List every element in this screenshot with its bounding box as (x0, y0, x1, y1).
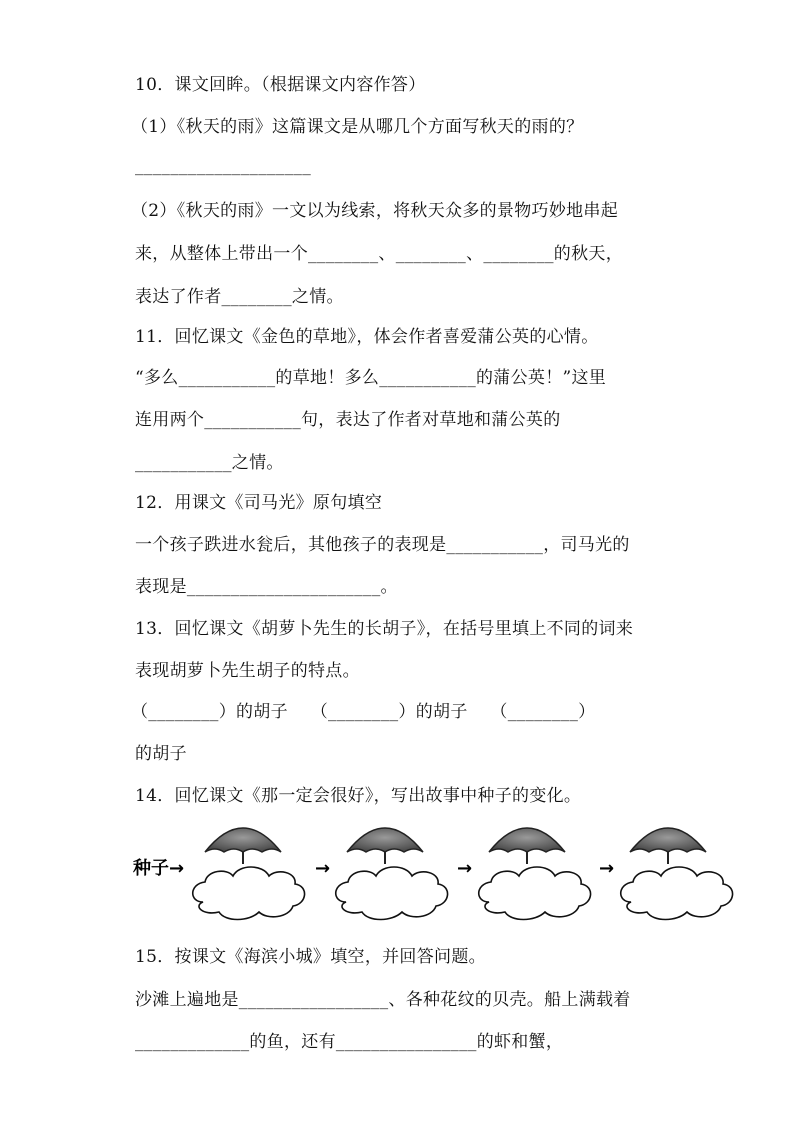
arrow-icon: → (599, 858, 615, 879)
q10-part2-line3: 表达了作者________之情。 (135, 287, 344, 307)
q13-title: 13．回忆课文《胡萝卜先生的长胡子》，在括号里填上不同的词来 (135, 619, 634, 639)
q10-part2-line1: （2）《秋天的雨》一文以为线索，将秋天众多的景物巧妙地串起 (131, 201, 619, 221)
q10-part1: （1）《秋天的雨》这篇课文是从哪几个方面写秋天的雨的？ (131, 117, 584, 137)
arrow-icon: → (457, 858, 473, 879)
q12-line1: 一个孩子跌进水瓮后，其他孩子的表现是___________，司马光的 (135, 535, 630, 555)
q11-title: 11．回忆课文《金色的草地》，体会作者喜爱蒲公英的心情。 (135, 327, 599, 347)
q13-line2: 表现胡萝卜先生胡子的特点。 (135, 661, 360, 681)
cloud-answer-box-1[interactable] (193, 867, 305, 920)
q15-line2: _____________的鱼，还有________________的虾和蟹， (135, 1032, 564, 1052)
umbrella-icon (489, 828, 565, 864)
seed-change-diagram (133, 812, 753, 922)
q11-line2: 连用两个___________句，表达了作者对草地和蒲公英的 (135, 410, 561, 430)
umbrella-icon (630, 828, 706, 864)
q14-title: 14．回忆课文《那一定会很好》，写出故事中种子的变化。 (135, 786, 582, 806)
q10-part1-answer-blank[interactable]: ____________________ (135, 156, 311, 176)
umbrella-icon (347, 828, 423, 864)
q11-line3: ___________之情。 (135, 453, 284, 473)
q11-line1: “多么___________的草地！多么___________的蒲公英！”这里 (135, 368, 607, 388)
seed-label: 种子→ (133, 858, 185, 879)
q13-blanks[interactable]: （________）的胡子 （________）的胡子 （________） (131, 702, 596, 722)
arrow-icon: → (315, 858, 331, 879)
q13-tail: 的胡子 (135, 744, 187, 764)
cloud-answer-box-2[interactable] (336, 867, 448, 920)
q12-line2: 表现是______________________。 (135, 577, 398, 597)
cloud-answer-box-4[interactable] (621, 867, 733, 920)
q10-part2-line2: 来，从整体上带出一个________、________、________的秋天， (135, 244, 623, 264)
q15-line1: 沙滩上遍地是_________________、各种花纹的贝壳。船上满载着 (135, 990, 631, 1010)
umbrella-icon (205, 828, 281, 864)
q12-title: 12．用课文《司马光》原句填空 (135, 493, 383, 513)
q10-title: 10．课文回眸。（根据课文内容作答） (135, 75, 426, 95)
cloud-answer-box-3[interactable] (479, 867, 591, 920)
q15-title: 15．按课文《海滨小城》填空，并回答问题。 (135, 947, 486, 967)
